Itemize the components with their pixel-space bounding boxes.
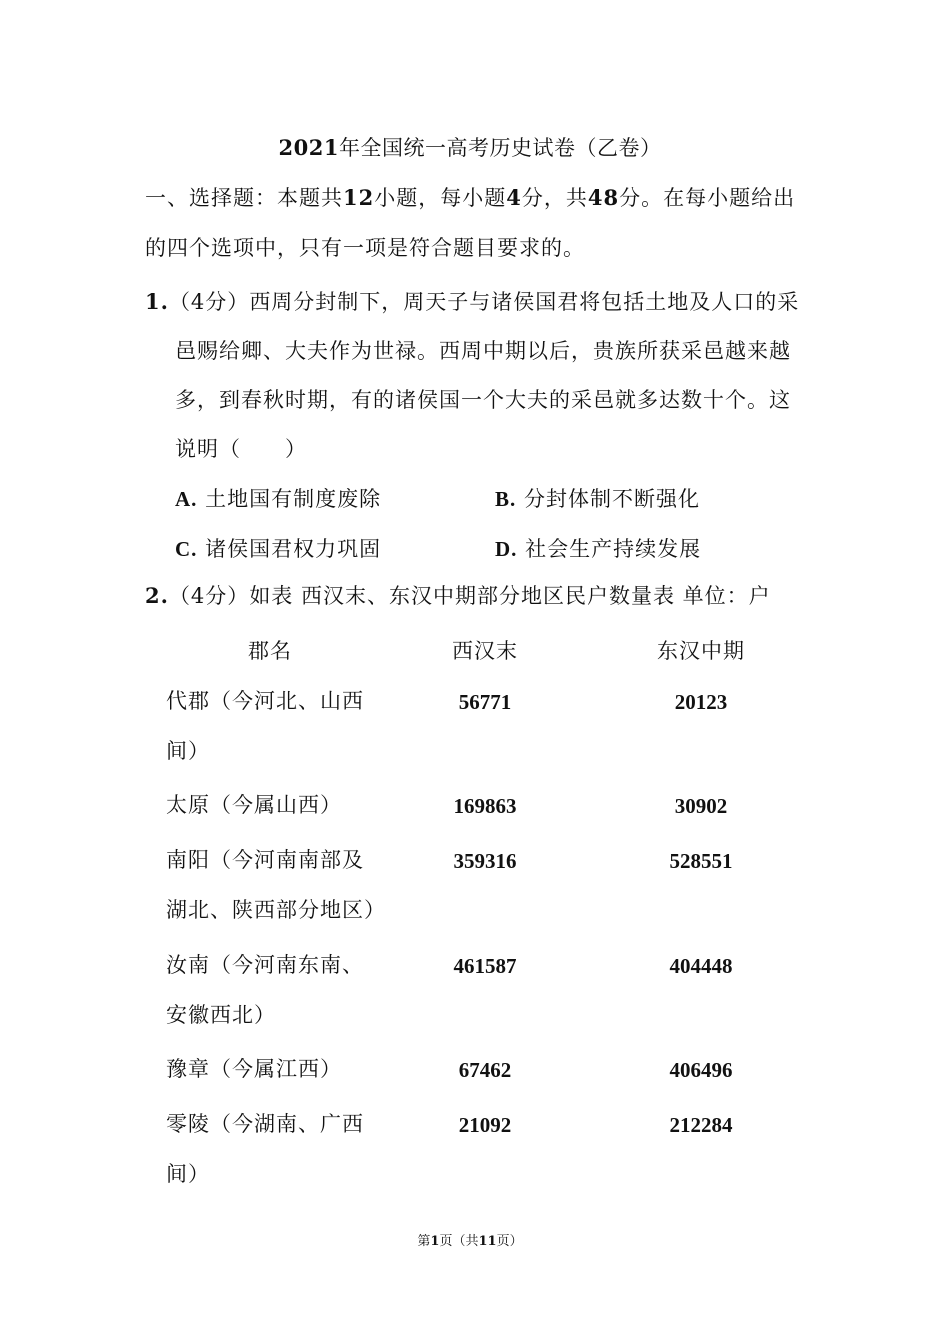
table-cell-eastern: 20123 — [674, 690, 728, 714]
footer-text: 页（共 — [439, 1234, 479, 1249]
option-text: 土地国有制度废除 — [205, 487, 382, 511]
question-1-line-1: 1.（4分）西周分封制下，周天子与诸侯国君将包括土地及人口的采 — [145, 289, 800, 314]
total-page-count: 11 — [478, 1234, 497, 1249]
option-text: 分封体制不断强化 — [523, 487, 700, 511]
table-cell-eastern: 212284 — [669, 1113, 733, 1137]
option-letter: C — [175, 537, 192, 561]
section-text: 小题，每小题 — [374, 186, 507, 210]
row-name-line: 安徽西北） — [166, 1003, 276, 1027]
row-name-line: 豫章（今属江西） — [166, 1057, 342, 1081]
table-cell-eastern: 404448 — [669, 954, 733, 978]
table-row-name — [166, 780, 396, 830]
row-name-line: 汝南（今河南东南、 — [166, 953, 364, 977]
row-name-line: 太原（今属山西） — [166, 793, 342, 817]
question-number: 2 — [145, 583, 161, 608]
option-letter: D — [495, 537, 512, 561]
table-cell-western: 461587 — [453, 954, 517, 978]
question-text: 西周分封制下，周天子与诸侯国君将包括土地及人口的采 — [249, 290, 800, 314]
footer-text: 第 — [417, 1234, 431, 1249]
table-cell-western: 67462 — [458, 1058, 512, 1082]
question-score: （4分） — [168, 584, 250, 608]
page-footer — [0, 1230, 940, 1249]
option-text: 社会生产持续发展 — [525, 537, 702, 561]
total-points: 48 — [587, 185, 620, 210]
table-row-name — [166, 1099, 396, 1199]
section-text: 一、选择题：本题共 — [145, 186, 343, 210]
row-name-line: 南阳（今河南南部及 — [166, 848, 364, 872]
title-year: 2021 — [278, 135, 339, 160]
section-instructions — [145, 173, 815, 273]
option-c[interactable]: C. 诸侯国君权力巩固 — [175, 537, 382, 561]
question-count: 12 — [343, 185, 375, 210]
table-row-name — [166, 1044, 396, 1094]
question-text: 如表 西汉末、东汉中期部分地区民户数量表 单位：户 — [249, 584, 771, 608]
page-title — [0, 132, 940, 162]
table-cell-eastern: 528551 — [669, 849, 733, 873]
row-name-line: 间） — [166, 1162, 210, 1186]
option-d[interactable]: D. 社会生产持续发展 — [495, 537, 702, 561]
row-name-line: 零陵（今湖南、广西 — [166, 1112, 364, 1136]
table-row-name — [166, 676, 396, 776]
option-b[interactable]: B. 分封体制不断强化 — [495, 487, 700, 511]
row-name-line: 间） — [166, 739, 210, 763]
table-header-name: 郡名 — [248, 639, 292, 663]
table-cell-western: 359316 — [453, 849, 517, 873]
points-per-question: 4 — [506, 185, 522, 210]
question-2-stem: 2.（4分）如表 西汉末、东汉中期部分地区民户数量表 单位：户 — [145, 583, 771, 608]
option-text: 诸侯国君权力巩固 — [205, 537, 382, 561]
table-cell-western: 21092 — [458, 1113, 512, 1137]
table-cell-western: 56771 — [458, 690, 512, 714]
footer-text: 页） — [496, 1234, 523, 1249]
table-cell-western: 169863 — [453, 794, 517, 818]
title-text: 年全国统一高考历史试卷（乙卷） — [338, 136, 662, 160]
table-header-eastern-han: 东汉中期 — [657, 639, 745, 663]
table-header-western-han: 西汉末 — [452, 639, 518, 663]
question-score: （4分） — [168, 290, 250, 314]
table-cell-eastern: 406496 — [669, 1058, 733, 1082]
row-name-line: 代郡（今河北、山西 — [166, 689, 364, 713]
question-1-line-3: 多，到春秋时期，有的诸侯国一个大夫的采邑就多达数十个。这 — [175, 388, 791, 412]
question-1-line-4: 说明（ ） — [175, 437, 307, 461]
table-row-name — [166, 835, 396, 935]
question-number: 1 — [145, 289, 161, 314]
option-letter: B — [495, 487, 511, 511]
table-row-name — [166, 940, 396, 1040]
section-text: 分。在每小题给出的四个选项中，只有一项是符合题目要求的。 — [145, 186, 796, 260]
row-name-line: 湖北、陕西部分地区） — [166, 898, 386, 922]
current-page-number: 1 — [430, 1234, 440, 1249]
section-text: 分，共 — [521, 186, 588, 210]
table-cell-eastern: 30902 — [674, 794, 728, 818]
question-1-line-2: 邑赐给卿、大夫作为世禄。西周中期以后，贵族所获采邑越来越 — [175, 339, 791, 363]
option-letter: A — [175, 487, 192, 511]
option-a[interactable]: A. 土地国有制度废除 — [175, 487, 382, 511]
